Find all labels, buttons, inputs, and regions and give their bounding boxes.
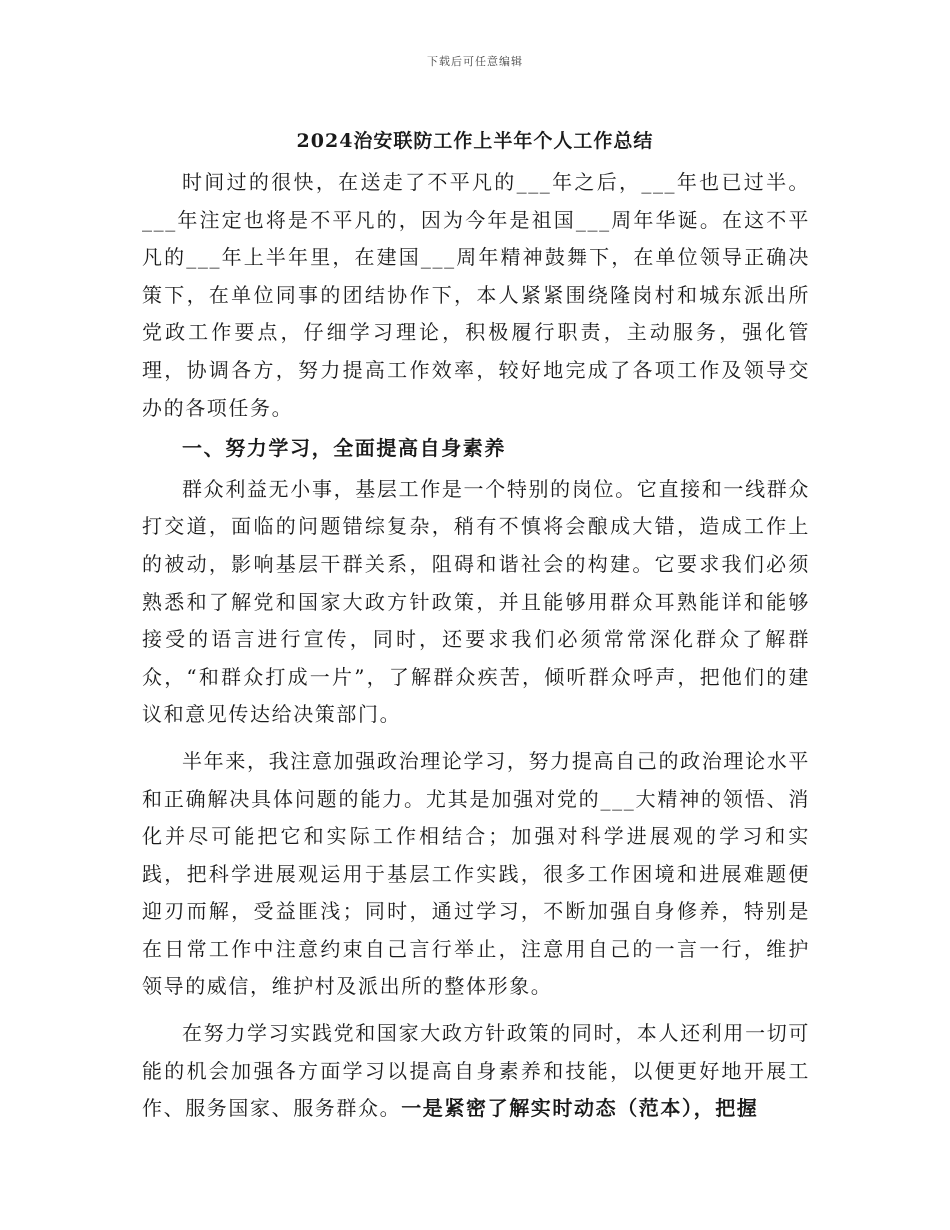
paragraph-section1-b: 半年来，我注意加强政治理论学习，努力提高自己的政治理论水平和正确解决具体问题的能力。尤其是加强对党的___大精神的领悟、消化并尽可能把它和实际工作相结合；加强对科学进展观的学习和实践，把科学进展观运用于基层工作实践，很多工作困境和进展难题便迎刃而解，受益匪浅；同时，通过学习，不断加强自身修养，特别是在日常工作中注意约束自己言行举止，注意用自己的一言一行，维护领导的威信，维护村及派出所的整体形象。 — [142, 748, 810, 999]
paragraph-section1-c-text: 在努力学习实践党和国家大政方针政策的同时，本人还利用一切可能的机会加强各方面学习以提高自身素养和技能，以便更好地开展工作、服务国家、服务群众。 — [142, 1021, 810, 1121]
header-note: 下载后可任意编辑 — [427, 55, 523, 68]
section-heading-1: 一、努力学习，全面提高自身素养 — [182, 436, 506, 461]
paragraph-section1-c-bold: 一是紧密了解实时动态（范本），把握 — [401, 1096, 759, 1121]
paragraph-section1-c — [142, 1015, 810, 1128]
document-title: 2024治安联防工作上半年个人工作总结 — [296, 130, 654, 152]
paragraph-intro: 时间过的很快，在送走了不平凡的___年之后，___年也已过半。___年注定也将是不平凡的，因为今年是祖国___周年华诞。在这不平凡的___年上半年里，在建国___周年精神鼓舞下，在单位领导正确决策下，在单位同事的团结协作下，本人紧紧围绕隆岗村和城东派出所党政工作要点，仔细学习理论，积极履行职责，主动服务，强化管理，协调各方，努力提高工作效率，较好地完成了各项工作及领导交办的各项任务。 — [142, 170, 810, 420]
paragraph-section1-a: 群众利益无小事，基层工作是一个特别的岗位。它直接和一线群众打交道，面临的问题错综复杂，稍有不慎将会酿成大错，造成工作上的被动，影响基层干群关系，阻碍和谐社会的构建。它要求我们必须熟悉和了解党和国家大政方针政策，并且能够用群众耳熟能详和能够接受的语言进行宣传，同时，还要求我们必须常常深化群众了解群众，“和群众打成一片”，了解群众疾苦，倾听群众呼声，把他们的建议和意见传达给决策部门。 — [142, 476, 810, 727]
document-body — [142, 164, 810, 1128]
